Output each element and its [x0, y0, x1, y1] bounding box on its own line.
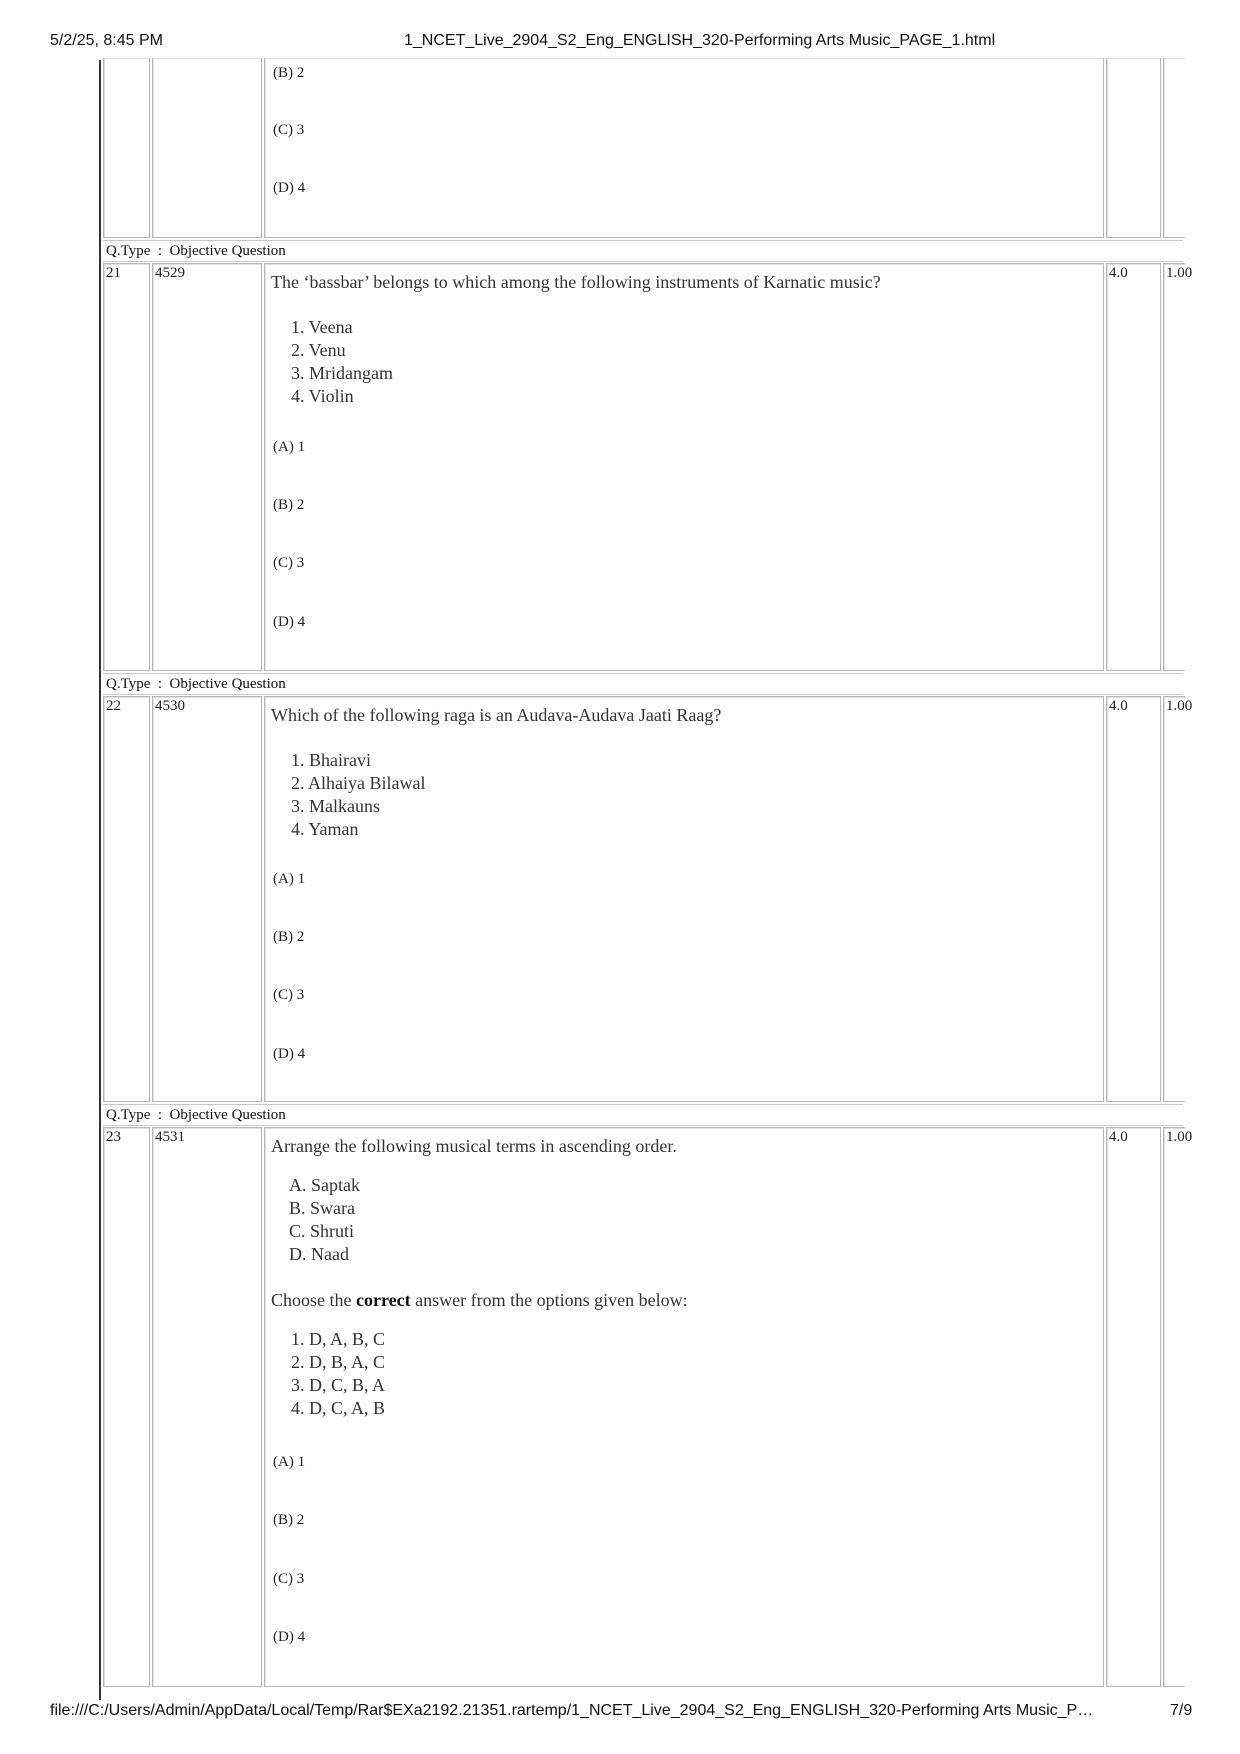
- question-number-cell: [103, 1127, 150, 1687]
- term-list: [289, 1174, 360, 1266]
- prev-id-cell: [152, 58, 262, 238]
- option-d: (D) 4: [273, 1046, 306, 1062]
- marks-value: 4.0: [1109, 1129, 1128, 1145]
- negative-marks-cell: [1163, 1127, 1193, 1687]
- question-stem: The ‘bassbar’ belongs to which among the following instruments of Karnatic music?: [271, 272, 881, 292]
- option-c: (C) 3: [273, 122, 305, 138]
- question-id: 4530: [155, 698, 185, 714]
- question-number: 21: [106, 265, 121, 281]
- qtype-row: [103, 673, 1183, 695]
- qtype-label: Q.Type : Objective Question: [106, 1107, 286, 1123]
- qtype-row: [103, 1104, 1183, 1126]
- choice-item: 2. D, B, A, C: [291, 1352, 386, 1372]
- question-number-cell: [103, 696, 150, 1102]
- print-date: 5/2/25, 8:45 PM: [50, 32, 163, 49]
- prev-num-cell: [103, 58, 150, 238]
- option-b: (B) 2: [273, 497, 305, 513]
- option-c: (C) 3: [273, 555, 305, 571]
- choice-item: 4. Violin: [291, 386, 354, 406]
- choice-item: 1. Veena: [291, 317, 353, 337]
- instruction-part: Choose the: [271, 1290, 356, 1310]
- file-path-footer: file:///C:/Users/Admin/AppData/Local/Temp/Rar$EXa2192.21351.rartemp/1_NCET_Live_2904_S2_Eng_ENGLISH_320-Performing Arts Music_P…: [50, 1702, 1094, 1719]
- option-b: (B) 2: [273, 929, 305, 945]
- marks-cell: [1106, 696, 1161, 1102]
- option-b: (B) 2: [273, 65, 305, 81]
- marks-value: 4.0: [1109, 265, 1128, 281]
- marks-cell: [1106, 1127, 1161, 1687]
- choice-item: 4. Yaman: [291, 819, 359, 839]
- prev-marks-cell: [1106, 58, 1161, 238]
- question-body-cell: [264, 696, 1104, 1102]
- question-stem: Which of the following raga is an Audava-Audava Jaati Raag?: [271, 705, 722, 725]
- prev-neg-cell: [1163, 58, 1185, 238]
- page-left-border: [99, 60, 101, 1700]
- question-id-cell: [152, 263, 262, 671]
- choice-item: 3. D, C, B, A: [291, 1375, 386, 1395]
- choice-item: 3. Malkauns: [291, 796, 380, 816]
- negative-marks-cell: [1163, 263, 1193, 671]
- choice-item: 4. D, C, A, B: [291, 1398, 386, 1418]
- question-body-cell: [264, 263, 1104, 671]
- marks-cell: [1106, 263, 1161, 671]
- option-c: (C) 3: [273, 987, 305, 1003]
- prev-body-cell: [264, 58, 1104, 238]
- option-a: (A) 1: [273, 439, 306, 455]
- question-stem: Arrange the following musical terms in ascending order.: [271, 1136, 677, 1156]
- option-c: (C) 3: [273, 1571, 305, 1587]
- choice-item: 3. Mridangam: [291, 363, 393, 383]
- qtype-label: Q.Type : Objective Question: [106, 676, 286, 692]
- question-number: 23: [106, 1129, 121, 1145]
- marks-value: 4.0: [1109, 698, 1128, 714]
- negative-marks-value: 1.00: [1166, 265, 1193, 281]
- term-item: D. Naad: [289, 1244, 349, 1264]
- question-id: 4529: [155, 265, 185, 281]
- term-item: B. Swara: [289, 1198, 355, 1218]
- question-id: 4531: [155, 1129, 185, 1145]
- document-title: 1_NCET_Live_2904_S2_Eng_ENGLISH_320-Performing Arts Music_PAGE_1.html: [404, 32, 996, 49]
- question-number-cell: [103, 263, 150, 671]
- question-id-cell: [152, 1127, 262, 1687]
- choice-list: [291, 316, 393, 408]
- choice-list: [291, 1328, 385, 1420]
- term-item: C. Shruti: [289, 1221, 355, 1241]
- instruction-text: [271, 1290, 688, 1311]
- term-item: A. Saptak: [289, 1175, 360, 1195]
- choice-item: 1. Bhairavi: [291, 750, 371, 770]
- option-d: (D) 4: [273, 1629, 306, 1645]
- question-id-cell: [152, 696, 262, 1102]
- page-number: 7/9: [1170, 1702, 1193, 1719]
- question-number: 22: [106, 698, 121, 714]
- negative-marks-value: 1.00: [1166, 698, 1193, 714]
- qtype-label: Q.Type : Objective Question: [106, 243, 286, 259]
- option-d: (D) 4: [273, 180, 306, 196]
- qtype-row: [103, 240, 1183, 262]
- negative-marks-value: 1.00: [1166, 1129, 1193, 1145]
- choice-item: 1. D, A, B, C: [291, 1329, 386, 1349]
- question-body-cell: [264, 1127, 1104, 1687]
- option-a: (A) 1: [273, 871, 306, 887]
- choice-list: [291, 749, 425, 841]
- option-d: (D) 4: [273, 614, 306, 630]
- instruction-bold: correct: [356, 1290, 411, 1310]
- option-a: (A) 1: [273, 1454, 306, 1470]
- negative-marks-cell: [1163, 696, 1193, 1102]
- choice-item: 2. Alhaiya Bilawal: [291, 773, 426, 793]
- choice-item: 2. Venu: [291, 340, 346, 360]
- instruction-part: answer from the options given below:: [410, 1290, 688, 1310]
- option-b: (B) 2: [273, 1512, 305, 1528]
